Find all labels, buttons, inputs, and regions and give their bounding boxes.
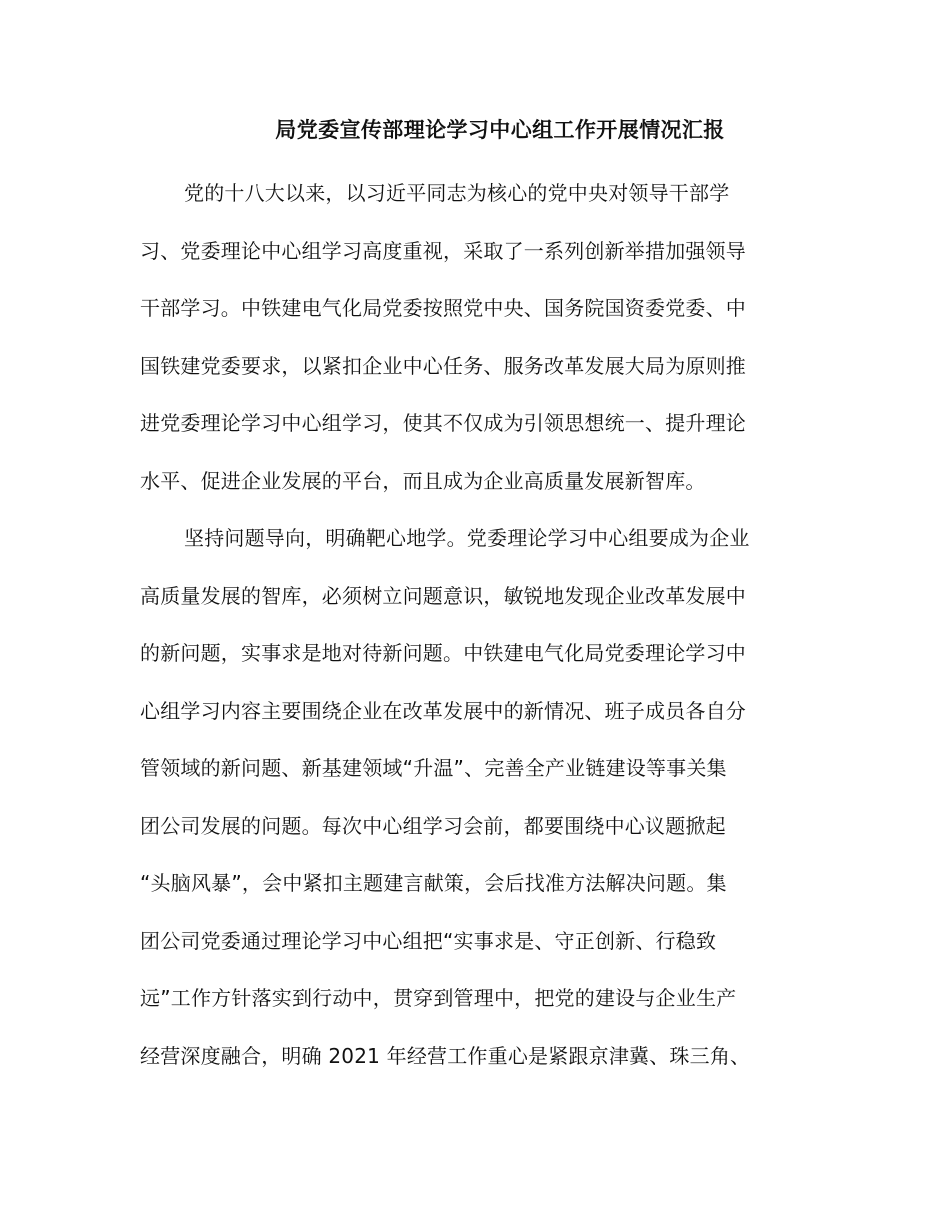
paragraph-2-line-3: 的新问题，实事求是地对待新问题。中铁建电气化局党委理论学习中 — [140, 641, 746, 665]
paragraph-2-line-8: 团公司党委通过理论学习中心组把“实事求是、守正创新、行稳致 — [140, 928, 717, 953]
paragraph-1-line-6: 水平、促进企业发展的平台，而且成为企业高质量发展新智库。 — [140, 468, 706, 493]
paragraph-2-line-5: 管领域的新问题、新基建领域“升温”、完善全产业链建设等事关集 — [140, 756, 727, 780]
paragraph-1-line-4: 国铁建党委要求，以紧扣企业中心任务、服务改革发展大局为原则推 — [140, 353, 746, 378]
paragraph-2-line-10: 经营深度融合，明确 2021 年经营工作重心是紧跟京津冀、珠三角、 — [140, 1043, 751, 1068]
document-body — [140, 173, 800, 1093]
paragraph-1-line-2: 习、党委理论中心组学习高度重视，采取了一系列创新举措加强领导 — [140, 238, 746, 263]
paragraph-1-line-1: 党的十八大以来，以习近平同志为核心的党中央对领导干部学 — [184, 181, 730, 205]
document-title: 局党委宣传部理论学习中心组工作开展情况汇报 — [275, 118, 725, 142]
paragraph-2-line-4: 心组学习内容主要围绕企业在改革发展中的新情况、班子成员各自分 — [140, 698, 746, 723]
paragraph-2-line-2: 高质量发展的智库，必须树立问题意识，敏锐地发现企业改革发展中 — [140, 583, 746, 608]
paragraph-2-line-6: 团公司发展的问题。每次中心组学习会前，都要围绕中心议题掀起 — [140, 813, 726, 838]
paragraph-1-line-3: 干部学习。中铁建电气化局党委按照党中央、国务院国资委党委、中 — [140, 296, 746, 320]
paragraph-2-line-7: “头脑风暴”，会中紧扣主题建言献策，会后找准方法解决问题。集 — [140, 871, 727, 895]
paragraph-1-line-5: 进党委理论学习中心组学习，使其不仅成为引领思想统一、提升理论 — [140, 411, 746, 435]
paragraph-2-line-9: 远”工作方针落实到行动中，贯穿到管理中，把党的建设与企业生产 — [140, 986, 737, 1010]
paragraph-2-line-1: 坚持问题导向，明确靶心地学。党委理论学习中心组要成为企业 — [184, 526, 750, 550]
